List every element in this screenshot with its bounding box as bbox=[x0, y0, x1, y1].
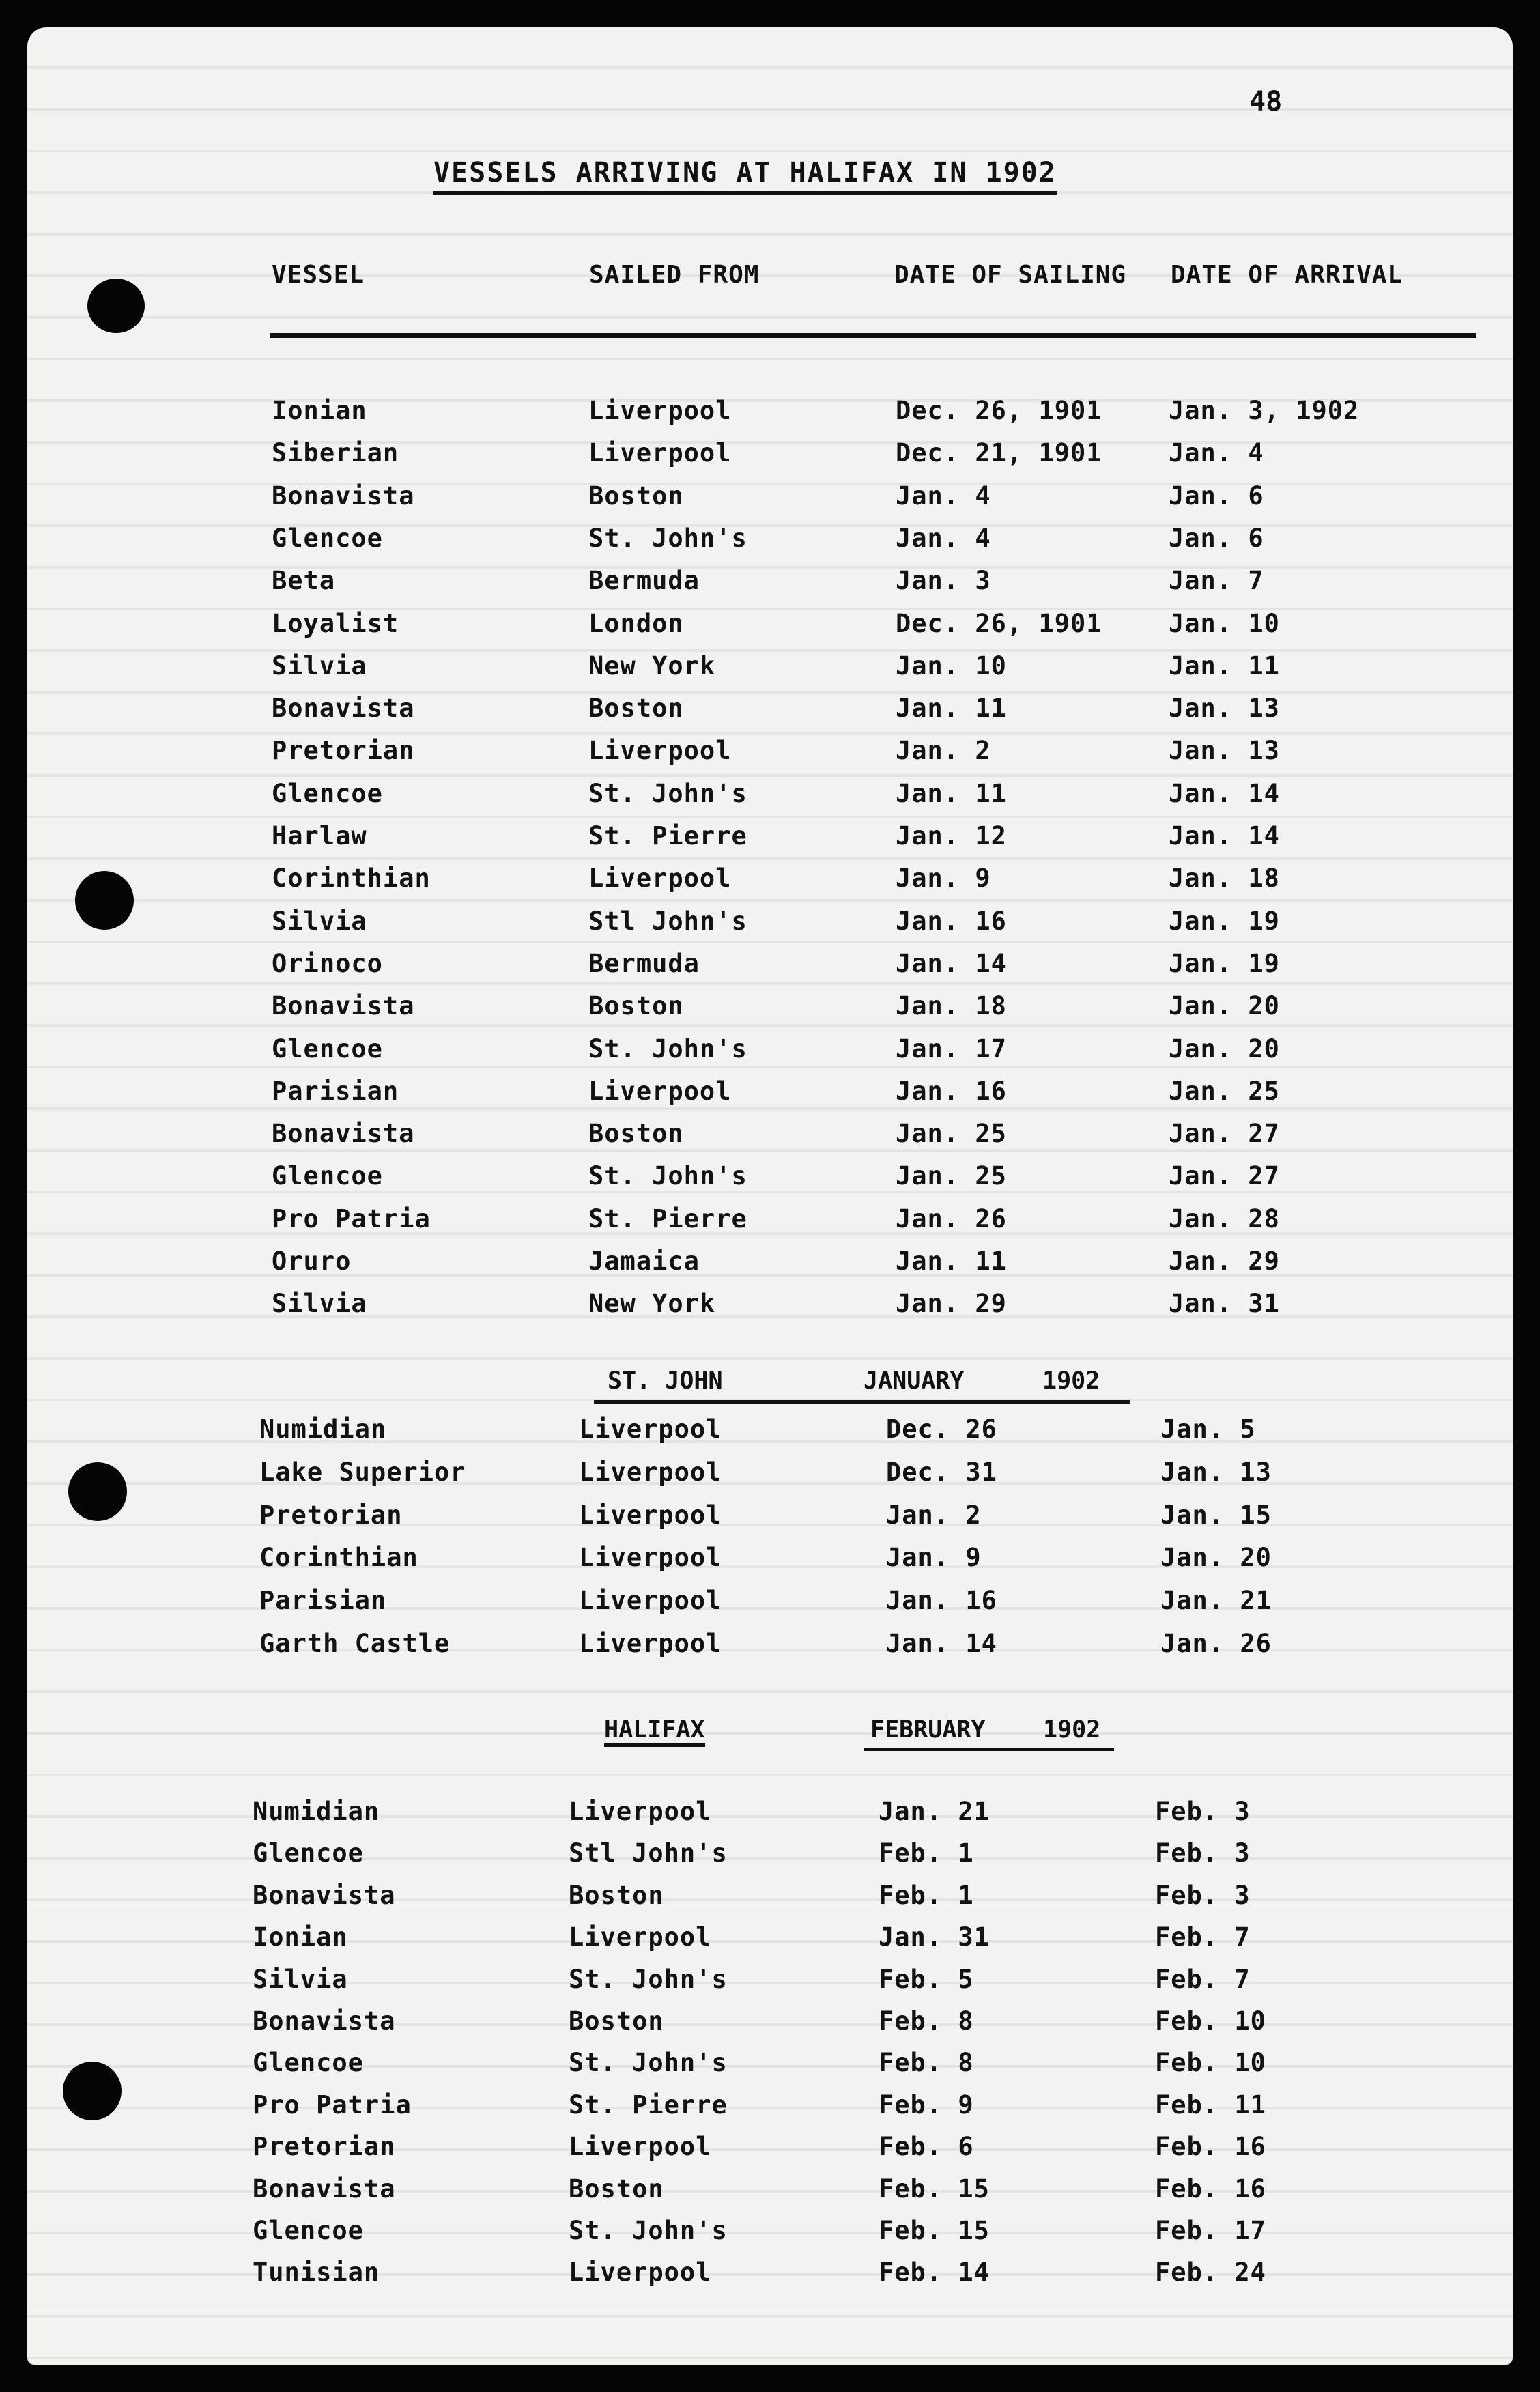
date-of-arrival-cell: Jan. 6 bbox=[1169, 523, 1264, 553]
date-of-arrival-cell: Feb. 16 bbox=[1155, 2132, 1266, 2162]
date-of-sailing-cell: Jan. 9 bbox=[886, 1543, 982, 1573]
date-of-sailing-cell: Feb. 6 bbox=[879, 2132, 974, 2162]
column-header-sailed-from: SAILED FROM bbox=[589, 261, 760, 289]
date-of-sailing-cell: Jan. 16 bbox=[896, 1076, 1007, 1106]
date-of-sailing-cell: Dec. 26, 1901 bbox=[896, 608, 1102, 638]
table-row bbox=[27, 2258, 1513, 2296]
sailed-from-cell: Liverpool bbox=[569, 2258, 712, 2288]
date-of-arrival-cell: Feb. 11 bbox=[1155, 2090, 1266, 2120]
vessel-cell: Pro Patria bbox=[272, 1204, 431, 1234]
date-of-arrival-cell: Jan. 13 bbox=[1160, 1457, 1272, 1487]
date-of-sailing-cell: Jan. 25 bbox=[896, 1119, 1007, 1149]
date-of-arrival-cell: Jan. 25 bbox=[1169, 1076, 1280, 1106]
table-row bbox=[27, 1922, 1513, 1961]
halifax-feb-section-year: 1902 bbox=[1043, 1716, 1101, 1743]
date-of-arrival-cell: Feb. 3 bbox=[1155, 1797, 1251, 1826]
sailed-from-cell: St. John's bbox=[588, 1034, 747, 1064]
date-of-arrival-cell: Jan. 15 bbox=[1160, 1500, 1272, 1530]
vessel-cell: Beta bbox=[272, 566, 336, 596]
date-of-arrival-cell: Jan. 7 bbox=[1169, 566, 1264, 596]
date-of-sailing-cell: Jan. 9 bbox=[896, 864, 991, 894]
halifax-feb-section-rule bbox=[864, 1748, 1114, 1751]
table-row bbox=[27, 1457, 1513, 1496]
sailed-from-cell: Liverpool bbox=[588, 864, 732, 894]
date-of-arrival-cell: Jan. 13 bbox=[1169, 736, 1280, 766]
document-title: VESSELS ARRIVING AT HALIFAX IN 1902 bbox=[433, 157, 1057, 195]
date-of-arrival-cell: Jan. 10 bbox=[1169, 608, 1280, 638]
vessel-cell: Bonavista bbox=[253, 2174, 396, 2204]
vessel-cell: Bonavista bbox=[272, 694, 415, 724]
date-of-sailing-cell: Jan. 11 bbox=[896, 694, 1007, 724]
date-of-sailing-cell: Dec. 31 bbox=[886, 1457, 997, 1487]
table-row bbox=[27, 566, 1513, 604]
table-row bbox=[27, 2048, 1513, 2086]
date-of-sailing-cell: Jan. 12 bbox=[896, 821, 1007, 851]
binder-hole bbox=[68, 1462, 127, 1521]
date-of-sailing-cell: Feb. 1 bbox=[879, 1838, 974, 1868]
table-row bbox=[27, 736, 1513, 774]
date-of-arrival-cell: Jan. 27 bbox=[1169, 1161, 1280, 1191]
vessel-cell: Silvia bbox=[272, 1289, 367, 1319]
column-header-vessel: VESSEL bbox=[272, 261, 365, 289]
vessel-cell: Silvia bbox=[272, 651, 367, 681]
date-of-arrival-cell: Jan. 19 bbox=[1169, 948, 1280, 978]
date-of-arrival-cell: Jan. 5 bbox=[1160, 1414, 1256, 1444]
date-of-arrival-cell: Feb. 3 bbox=[1155, 1838, 1251, 1868]
table-row bbox=[27, 1414, 1513, 1453]
sailed-from-cell: Boston bbox=[588, 991, 684, 1021]
table-row bbox=[27, 694, 1513, 732]
stjohn-section-year: 1902 bbox=[1042, 1367, 1100, 1395]
stjohn-section-month: JANUARY bbox=[864, 1367, 965, 1395]
date-of-arrival-cell: Jan. 18 bbox=[1169, 864, 1280, 894]
page-number: 48 bbox=[1249, 86, 1283, 117]
date-of-arrival-cell: Jan. 14 bbox=[1169, 778, 1280, 808]
date-of-arrival-cell: Jan. 20 bbox=[1169, 991, 1280, 1021]
date-of-arrival-cell: Jan. 20 bbox=[1160, 1543, 1272, 1573]
vessel-cell: Parisian bbox=[272, 1076, 399, 1106]
vessel-cell: Bonavista bbox=[272, 481, 415, 511]
date-of-sailing-cell: Feb. 8 bbox=[879, 2048, 974, 2078]
date-of-sailing-cell: Jan. 3 bbox=[896, 566, 991, 596]
sailed-from-cell: Liverpool bbox=[579, 1543, 722, 1573]
table-row bbox=[27, 1543, 1513, 1581]
vessel-cell: Oruro bbox=[272, 1247, 352, 1276]
date-of-sailing-cell: Feb. 15 bbox=[879, 2174, 990, 2204]
vessel-cell: Bonavista bbox=[253, 1880, 396, 1910]
vessel-cell: Bonavista bbox=[272, 991, 415, 1021]
column-header-date-of-arrival: DATE OF ARRIVAL bbox=[1171, 261, 1403, 289]
date-of-sailing-cell: Jan. 26 bbox=[896, 1204, 1007, 1234]
table-row bbox=[27, 609, 1513, 647]
date-of-sailing-cell: Feb. 1 bbox=[879, 1880, 974, 1910]
vessel-cell: Tunisian bbox=[253, 2258, 380, 2288]
sailed-from-cell: London bbox=[588, 608, 684, 638]
vessel-cell: Pro Patria bbox=[253, 2090, 412, 2120]
vessel-cell: Glencoe bbox=[253, 1838, 364, 1868]
date-of-arrival-cell: Feb. 7 bbox=[1155, 1964, 1251, 1994]
vessel-cell: Silvia bbox=[272, 906, 367, 936]
table-row bbox=[27, 1838, 1513, 1877]
table-row bbox=[27, 779, 1513, 817]
vessel-cell: Orinoco bbox=[272, 948, 383, 978]
date-of-sailing-cell: Jan. 10 bbox=[896, 651, 1007, 681]
sailed-from-cell: Liverpool bbox=[579, 1414, 722, 1444]
sailed-from-cell: St. John's bbox=[569, 2048, 728, 2078]
vessel-cell: Silvia bbox=[253, 1964, 348, 1994]
table-row bbox=[27, 1586, 1513, 1624]
vessel-cell: Numidian bbox=[253, 1797, 380, 1826]
date-of-arrival-cell: Jan. 14 bbox=[1169, 821, 1280, 851]
sailed-from-cell: Liverpool bbox=[579, 1457, 722, 1487]
table-row bbox=[27, 481, 1513, 519]
date-of-sailing-cell: Dec. 21, 1901 bbox=[896, 438, 1102, 468]
date-of-arrival-cell: Jan. 3, 1902 bbox=[1169, 396, 1360, 425]
vessel-cell: Siberian bbox=[272, 438, 399, 468]
table-row bbox=[27, 2132, 1513, 2170]
date-of-sailing-cell: Jan. 14 bbox=[896, 948, 1007, 978]
sailed-from-cell: Liverpool bbox=[569, 1922, 712, 1952]
sailed-from-cell: Boston bbox=[569, 2174, 664, 2204]
date-of-arrival-cell: Feb. 3 bbox=[1155, 1880, 1251, 1910]
table-row bbox=[27, 1881, 1513, 1919]
table-row bbox=[27, 651, 1513, 689]
sailed-from-cell: St. Pierre bbox=[588, 1204, 747, 1234]
date-of-sailing-cell: Feb. 5 bbox=[879, 1964, 974, 1994]
vessel-cell: Bonavista bbox=[253, 2006, 396, 2036]
sailed-from-cell: Liverpool bbox=[569, 2132, 712, 2162]
sailed-from-cell: Boston bbox=[569, 1880, 664, 1910]
binder-hole bbox=[63, 2062, 122, 2120]
sailed-from-cell: St. John's bbox=[588, 1161, 747, 1191]
sailed-from-cell: Jamaica bbox=[588, 1247, 700, 1276]
date-of-sailing-cell: Jan. 14 bbox=[886, 1629, 997, 1658]
sailed-from-cell: New York bbox=[588, 1289, 716, 1319]
column-header-date-of-sailing: DATE OF SAILING bbox=[894, 261, 1127, 289]
date-of-sailing-cell: Jan. 2 bbox=[896, 736, 991, 766]
halifax-feb-section-month: FEBRUARY bbox=[870, 1716, 986, 1743]
sailed-from-cell: Liverpool bbox=[579, 1586, 722, 1616]
vessel-cell: Pretorian bbox=[253, 2132, 396, 2162]
date-of-sailing-cell: Jan. 11 bbox=[896, 778, 1007, 808]
vessel-cell: Garth Castle bbox=[259, 1629, 451, 1658]
table-row bbox=[27, 1289, 1513, 1327]
date-of-sailing-cell: Jan. 16 bbox=[886, 1586, 997, 1616]
table-row bbox=[27, 991, 1513, 1029]
table-row bbox=[27, 438, 1513, 476]
date-of-arrival-cell: Jan. 20 bbox=[1169, 1034, 1280, 1064]
date-of-sailing-cell: Jan. 4 bbox=[896, 481, 991, 511]
table-row bbox=[27, 1629, 1513, 1667]
table-row bbox=[27, 1500, 1513, 1539]
date-of-arrival-cell: Jan. 21 bbox=[1160, 1586, 1272, 1616]
sailed-from-cell: Bermuda bbox=[588, 948, 700, 978]
table-row bbox=[27, 821, 1513, 859]
date-of-arrival-cell: Feb. 7 bbox=[1155, 1922, 1251, 1952]
vessel-cell: Corinthian bbox=[259, 1543, 418, 1573]
vessel-cell: Pretorian bbox=[272, 736, 415, 766]
sailed-from-cell: Boston bbox=[588, 1119, 684, 1149]
vessel-cell: Glencoe bbox=[253, 2216, 364, 2245]
table-row bbox=[27, 949, 1513, 987]
sailed-from-cell: St. Pierre bbox=[569, 2090, 728, 2120]
date-of-sailing-cell: Jan. 25 bbox=[896, 1161, 1007, 1191]
vessel-cell: Pretorian bbox=[259, 1500, 403, 1530]
date-of-arrival-cell: Jan. 4 bbox=[1169, 438, 1264, 468]
date-of-sailing-cell: Jan. 2 bbox=[886, 1500, 982, 1530]
header-rule bbox=[270, 333, 1476, 338]
table-row bbox=[27, 1077, 1513, 1115]
date-of-arrival-cell: Jan. 29 bbox=[1169, 1247, 1280, 1276]
date-of-arrival-cell: Jan. 6 bbox=[1169, 481, 1264, 511]
vessel-cell: Loyalist bbox=[272, 608, 399, 638]
date-of-sailing-cell: Feb. 9 bbox=[879, 2090, 974, 2120]
sailed-from-cell: Liverpool bbox=[579, 1629, 722, 1658]
document-page bbox=[27, 27, 1513, 2365]
vessel-cell: Harlaw bbox=[272, 821, 367, 851]
table-row bbox=[27, 1965, 1513, 2003]
table-row bbox=[27, 864, 1513, 902]
sailed-from-cell: Boston bbox=[588, 481, 684, 511]
vessel-cell: Glencoe bbox=[272, 523, 383, 553]
date-of-sailing-cell: Jan. 4 bbox=[896, 523, 991, 553]
date-of-sailing-cell: Dec. 26, 1901 bbox=[896, 396, 1102, 425]
sailed-from-cell: Liverpool bbox=[569, 1797, 712, 1826]
date-of-sailing-cell: Jan. 11 bbox=[896, 1247, 1007, 1276]
table-row bbox=[27, 1034, 1513, 1072]
date-of-arrival-cell: Feb. 24 bbox=[1155, 2258, 1266, 2288]
sailed-from-cell: Bermuda bbox=[588, 566, 700, 596]
binder-hole bbox=[87, 279, 145, 333]
date-of-arrival-cell: Feb. 10 bbox=[1155, 2006, 1266, 2036]
table-row bbox=[27, 907, 1513, 945]
table-row bbox=[27, 1161, 1513, 1199]
binder-hole bbox=[75, 871, 134, 930]
date-of-arrival-cell: Feb. 16 bbox=[1155, 2174, 1266, 2204]
table-row bbox=[27, 1247, 1513, 1285]
sailed-from-cell: St. John's bbox=[569, 1964, 728, 1994]
date-of-arrival-cell: Jan. 31 bbox=[1169, 1289, 1280, 1319]
sailed-from-cell: St. John's bbox=[569, 2216, 728, 2245]
vessel-cell: Numidian bbox=[259, 1414, 387, 1444]
date-of-sailing-cell: Feb. 14 bbox=[879, 2258, 990, 2288]
date-of-arrival-cell: Jan. 28 bbox=[1169, 1204, 1280, 1234]
table-row bbox=[27, 1797, 1513, 1835]
table-row bbox=[27, 2216, 1513, 2254]
date-of-sailing-cell: Jan. 18 bbox=[896, 991, 1007, 1021]
sailed-from-cell: Liverpool bbox=[588, 396, 732, 425]
date-of-arrival-cell: Jan. 19 bbox=[1169, 906, 1280, 936]
date-of-arrival-cell: Feb. 10 bbox=[1155, 2048, 1266, 2078]
sailed-from-cell: St. John's bbox=[588, 523, 747, 553]
date-of-sailing-cell: Jan. 29 bbox=[896, 1289, 1007, 1319]
sailed-from-cell: Boston bbox=[569, 2006, 664, 2036]
date-of-sailing-cell: Feb. 15 bbox=[879, 2216, 990, 2245]
date-of-arrival-cell: Jan. 11 bbox=[1169, 651, 1280, 681]
date-of-arrival-cell: Jan. 13 bbox=[1169, 694, 1280, 724]
vessel-cell: Ionian bbox=[253, 1922, 348, 1952]
table-row bbox=[27, 1204, 1513, 1242]
sailed-from-cell: Stl John's bbox=[588, 906, 747, 936]
vessel-cell: Glencoe bbox=[253, 2048, 364, 2078]
vessel-cell: Corinthian bbox=[272, 864, 431, 894]
table-row bbox=[27, 396, 1513, 434]
date-of-sailing-cell: Jan. 21 bbox=[879, 1797, 990, 1826]
stjohn-section-rule bbox=[594, 1400, 1130, 1404]
date-of-sailing-cell: Jan. 17 bbox=[896, 1034, 1007, 1064]
sailed-from-cell: Liverpool bbox=[588, 736, 732, 766]
date-of-arrival-cell: Feb. 17 bbox=[1155, 2216, 1266, 2245]
table-row bbox=[27, 524, 1513, 562]
sailed-from-cell: Liverpool bbox=[588, 438, 732, 468]
stjohn-section-port: ST. JOHN bbox=[608, 1367, 723, 1395]
sailed-from-cell: St. Pierre bbox=[588, 821, 747, 851]
sailed-from-cell: New York bbox=[588, 651, 716, 681]
vessel-cell: Lake Superior bbox=[259, 1457, 466, 1487]
vessel-cell: Parisian bbox=[259, 1586, 387, 1616]
vessel-cell: Glencoe bbox=[272, 1034, 383, 1064]
vessel-cell: Ionian bbox=[272, 396, 367, 425]
sailed-from-cell: Liverpool bbox=[588, 1076, 732, 1106]
table-row bbox=[27, 2006, 1513, 2045]
date-of-sailing-cell: Dec. 26 bbox=[886, 1414, 997, 1444]
sailed-from-cell: Liverpool bbox=[579, 1500, 722, 1530]
date-of-arrival-cell: Jan. 27 bbox=[1169, 1119, 1280, 1149]
table-row bbox=[27, 2090, 1513, 2128]
vessel-cell: Glencoe bbox=[272, 1161, 383, 1191]
halifax-feb-section-port: HALIFAX bbox=[604, 1716, 705, 1747]
date-of-sailing-cell: Jan. 31 bbox=[879, 1922, 990, 1952]
vessel-cell: Glencoe bbox=[272, 778, 383, 808]
sailed-from-cell: Boston bbox=[588, 694, 684, 724]
table-row bbox=[27, 2174, 1513, 2212]
table-row bbox=[27, 1119, 1513, 1157]
sailed-from-cell: Stl John's bbox=[569, 1838, 728, 1868]
date-of-arrival-cell: Jan. 26 bbox=[1160, 1629, 1272, 1658]
vessel-cell: Bonavista bbox=[272, 1119, 415, 1149]
date-of-sailing-cell: Jan. 16 bbox=[896, 906, 1007, 936]
sailed-from-cell: St. John's bbox=[588, 778, 747, 808]
date-of-sailing-cell: Feb. 8 bbox=[879, 2006, 974, 2036]
